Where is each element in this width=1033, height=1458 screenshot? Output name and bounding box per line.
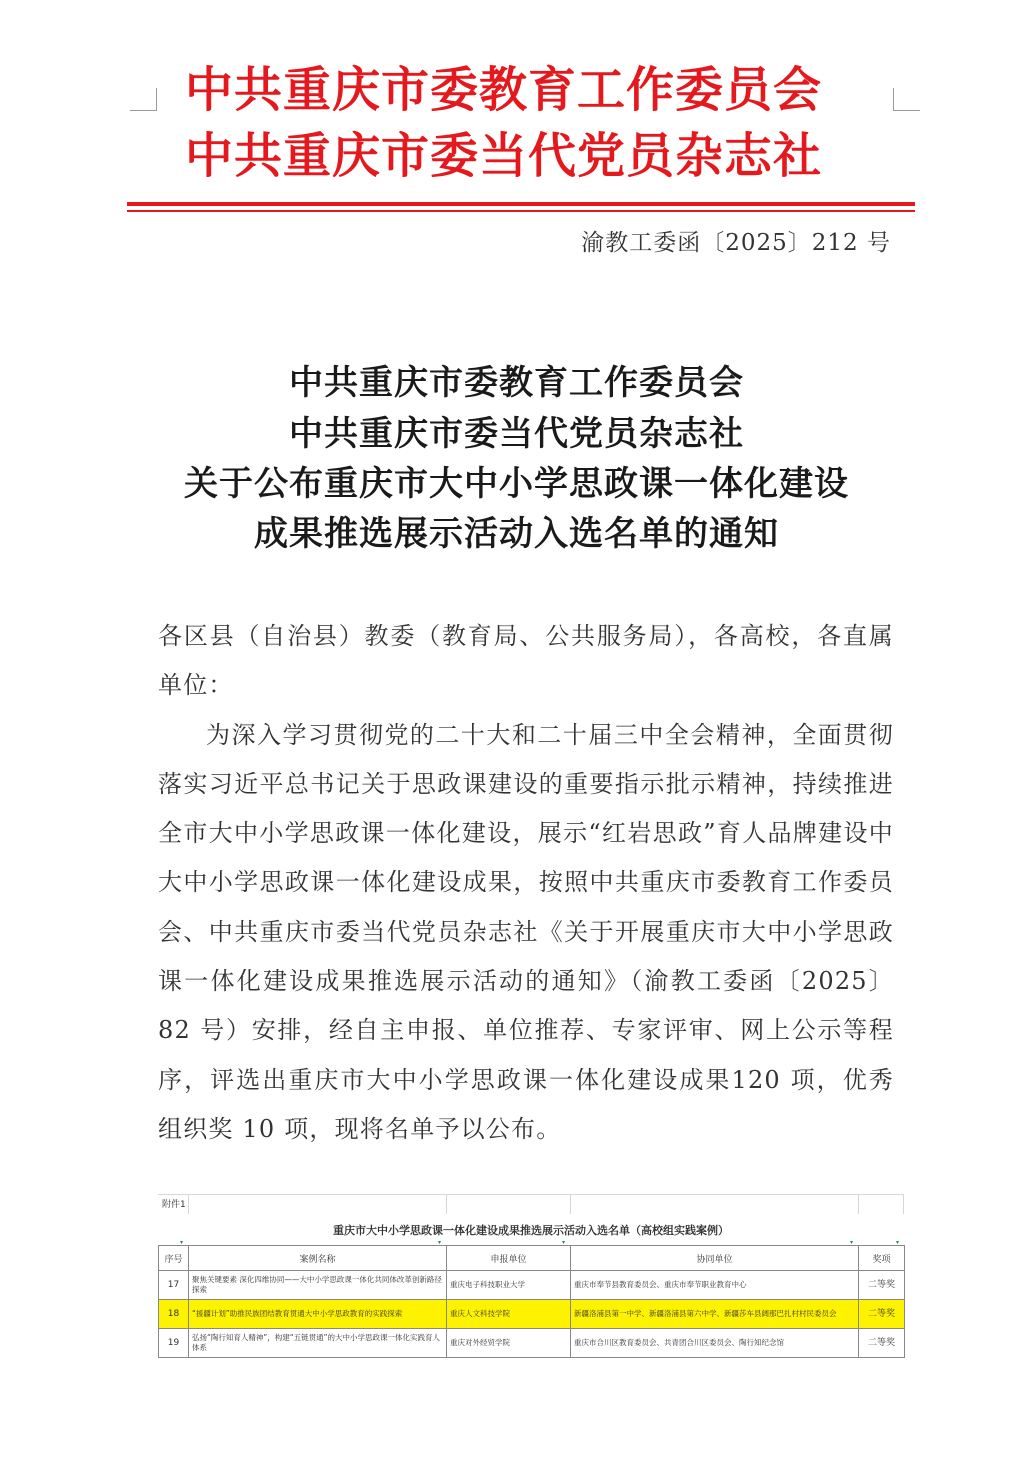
attachment-table-image bbox=[158, 1192, 904, 1370]
case-name: 聚焦关键要素 深化四维协同——大中小学思政课一体化共同体改革创新路径探索 bbox=[189, 1271, 447, 1300]
sheet-gridline bbox=[858, 1194, 859, 1214]
filter-arrow-icon: ▾ bbox=[180, 1239, 184, 1246]
salutation: 各区县（自治县）教委（教育局、公共服务局），各高校，各直属单位： bbox=[158, 622, 894, 700]
document-body bbox=[158, 612, 894, 1154]
award-list-table bbox=[158, 1245, 905, 1358]
sheet-gridline bbox=[446, 1194, 447, 1214]
applicant-unit: 重庆电子科技职业大学 bbox=[447, 1271, 571, 1300]
row-number: 18 bbox=[159, 1300, 189, 1329]
attachment-title: 重庆市大中小学思政课一体化建设成果推选展示活动入选名单（高校组实践案例） bbox=[333, 1224, 729, 1237]
document-title-line-2: 中共重庆市委当代党员杂志社 bbox=[289, 414, 744, 454]
row-number: 19 bbox=[159, 1329, 189, 1358]
letterhead-title-1: 中共重庆市委教育工作委员会 bbox=[185, 62, 823, 118]
filter-arrow-icon: ▾ bbox=[850, 1239, 854, 1246]
document-title-line-4: 成果推选展示活动入选名单的通知 bbox=[254, 514, 779, 554]
sheet-gridline bbox=[570, 1194, 571, 1214]
award: 二等奖 bbox=[859, 1300, 905, 1329]
table-row bbox=[159, 1329, 905, 1358]
case-name: “援疆计划”助推民族团结教育贯通大中小学思政教育的实践探索 bbox=[189, 1300, 447, 1329]
document-title-line-3: 关于公布重庆市大中小学思政课一体化建设 bbox=[184, 464, 849, 504]
letterhead-thick-rule bbox=[127, 202, 915, 206]
corner-mark-right bbox=[893, 88, 920, 111]
partner-unit: 重庆市奉节县教育委员会、重庆市奉节职业教育中心 bbox=[571, 1271, 859, 1300]
document-number: 渝教工委函〔2025〕212 号 bbox=[581, 230, 891, 256]
filter-arrow-icon: ▾ bbox=[896, 1239, 900, 1246]
sheet-gridline bbox=[903, 1194, 904, 1214]
filter-arrow-icon: ▾ bbox=[438, 1239, 442, 1246]
award: 二等奖 bbox=[859, 1271, 905, 1300]
corner-mark-left bbox=[130, 88, 157, 111]
attachment-label: 附件1 bbox=[162, 1200, 186, 1210]
table-row-highlighted bbox=[159, 1300, 905, 1329]
award: 二等奖 bbox=[859, 1329, 905, 1358]
column-header: 协同单位 bbox=[571, 1246, 859, 1271]
letterhead-thin-rule bbox=[127, 210, 915, 212]
partner-unit: 重庆市合川区教育委员会、共青团合川区委员会、陶行知纪念馆 bbox=[571, 1329, 859, 1358]
partner-unit: 新疆洛浦县第一中学、新疆洛浦县第六中学、新疆莎车县阔那巴扎村村民委员会 bbox=[571, 1300, 859, 1329]
sheet-gridline bbox=[188, 1194, 189, 1214]
letterhead-title-2: 中共重庆市委当代党员杂志社 bbox=[185, 128, 823, 184]
column-header: 奖项 bbox=[859, 1246, 905, 1271]
row-number: 17 bbox=[159, 1271, 189, 1300]
document-title-line-1: 中共重庆市委教育工作委员会 bbox=[289, 363, 744, 403]
column-header: 申报单位 bbox=[447, 1246, 571, 1271]
body-paragraph: 为深入学习贯彻党的二十大和二十届三中全会精神，全面贯彻落实习近平总书记关于思政课建设的重要指示批示精神，持续推进全市大中小学思政课一体化建设，展示“红岩思政”育人品牌建设中大中小学思政课一体化建设成果，按照中共重庆市委教育工作委员会、中共重庆市委当代党员杂志社《关于开展重庆市大中小学思政课一体化建设成果推选展示活动的通知》（渝教工委函〔2025〕82 号）安排，经自主申报、单位推荐、专家评审、网上公示等程序，评选出重庆市大中小学思政课一体化建设成果120 项，优秀组织奖 10 项，现将名单予以公布。 bbox=[158, 720, 894, 1143]
filter-arrow-icon: ▾ bbox=[562, 1239, 566, 1246]
sheet-gridline bbox=[158, 1194, 904, 1195]
applicant-unit: 重庆人文科技学院 bbox=[447, 1300, 571, 1329]
column-header: 案例名称 bbox=[189, 1246, 447, 1271]
column-header: 序号 bbox=[159, 1246, 189, 1271]
table-row bbox=[159, 1271, 905, 1300]
case-name: 弘扬“陶行知育人精神”，构建“五链贯通”的大中小学思政课一体化实践育人体系 bbox=[189, 1329, 447, 1358]
table-header-row bbox=[159, 1246, 905, 1271]
applicant-unit: 重庆对外经贸学院 bbox=[447, 1329, 571, 1358]
